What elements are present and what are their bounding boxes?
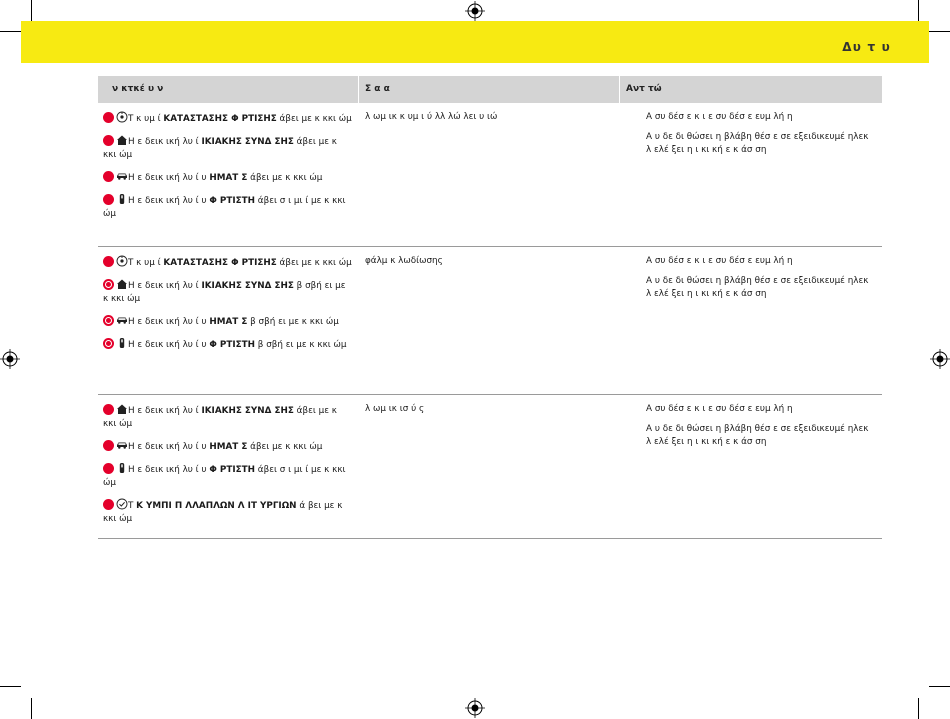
cause-cell: λ ωμ ικ κ υμ ι ύ λλ λώ λει υ ιώ — [365, 112, 498, 122]
table-header — [98, 76, 882, 103]
remedy-paragraph: Α συ δέσ ε κ ι ε συ δέσ ε ευμ λή η — [646, 112, 793, 122]
item-text: Η ε δεικ ική λυ ί — [128, 281, 202, 291]
crop-mark — [31, 0, 32, 21]
item-text: άβει με κ κκι ώμ — [103, 406, 337, 429]
item-keyword: ΙΚΙΑΚΗΣ ΣΥΝΔ ΣΗΣ — [201, 406, 294, 416]
red-dot-icon — [103, 256, 114, 267]
registration-mark-icon — [465, 698, 485, 718]
indicator-item — [103, 134, 353, 162]
remedy-paragraph: Α υ δε δι θώσει η βλάβη θέσ ε σε εξειδικευμέ ηλεκ λ ελέ ξει η ι κι κή ε κ άσ ση — [646, 424, 869, 447]
item-text: Τ κ υμ ί — [128, 258, 164, 268]
plug-icon — [116, 462, 128, 474]
remedy-paragraph: Α υ δε δι θώσει η βλάβη θέσ ε σε εξειδικευμέ ηλεκ λ ελέ ξει η ι κι κή ε κ άσ ση — [646, 132, 869, 155]
item-text: Η ε δεικ ική λυ ί υ — [128, 317, 210, 327]
item-text: Τ κ υμ ί — [128, 114, 164, 124]
item-text: β σβή ει με κ κκι ώμ — [103, 281, 346, 304]
indicator-item — [103, 193, 353, 221]
table-row — [98, 247, 882, 395]
registration-mark-icon — [0, 349, 20, 369]
remedy-cell — [620, 395, 882, 538]
gear-icon — [116, 255, 128, 267]
cause-cell: λ ωμ ικ ισ ύ ς — [365, 404, 425, 414]
table-row — [98, 395, 882, 539]
remedy-paragraph: Α συ δέσ ε κ ι ε συ δέσ ε ευμ λή η — [646, 404, 793, 414]
crop-mark — [0, 31, 21, 32]
remedy-cell — [620, 247, 882, 394]
crop-mark — [0, 686, 21, 687]
car-icon — [116, 170, 128, 182]
red-dot-icon — [103, 499, 114, 510]
item-keyword: Φ ΡΤΙΣΤΗ — [209, 465, 255, 475]
indicator-item — [103, 498, 353, 526]
indicator-cell — [98, 103, 359, 246]
column-header: Αντ τώ — [626, 84, 662, 94]
red-dot-icon — [103, 440, 114, 451]
item-keyword: ΗΜΑΤ Σ — [209, 442, 248, 452]
check-icon — [116, 498, 128, 510]
item-keyword: ΙΚΙΑΚΗΣ ΣΥΝΔ ΣΗΣ — [201, 137, 294, 147]
house-icon — [116, 278, 128, 290]
gear-icon — [116, 111, 128, 123]
indicator-item — [103, 439, 353, 454]
indicator-item — [103, 337, 353, 352]
crop-mark — [918, 0, 919, 21]
item-text: β σβή ει με κ κκι ώμ — [254, 340, 347, 350]
item-text: Η ε δεικ ική λυ ί — [128, 137, 202, 147]
indicator-item — [103, 462, 353, 490]
indicator-cell — [98, 247, 359, 394]
item-keyword: ΗΜΑΤ Σ — [209, 317, 248, 327]
item-text: άβει με κ κκι ώμ — [247, 173, 323, 183]
troubleshooting-table — [98, 76, 882, 539]
house-icon — [116, 403, 128, 415]
item-text: άβει με κ κκι ώμ — [276, 258, 352, 268]
red-dot-icon — [103, 135, 114, 146]
red-dot-icon — [103, 463, 114, 474]
red-ring-icon — [103, 279, 114, 290]
item-text: άβει με κ κκι ώμ — [276, 114, 352, 124]
item-keyword: ΙΚΙΑΚΗΣ ΣΥΝΔ ΣΗΣ — [201, 281, 294, 291]
column-header: ν κτκέ υ ν — [98, 76, 359, 103]
indicator-item — [103, 314, 353, 329]
item-keyword: ΚΑΤΑΣΤΑΣΗΣ Φ ΡΤΙΣΗΣ — [163, 114, 277, 124]
remedy-cell — [620, 103, 882, 246]
red-ring-icon — [103, 338, 114, 349]
red-dot-icon — [103, 171, 114, 182]
column-header: Σ α α — [359, 76, 620, 103]
item-keyword: ΚΑΤΑΣΤΑΣΗΣ Φ ΡΤΙΣΗΣ — [163, 258, 277, 268]
item-keyword: ΗΜΑΤ Σ — [209, 173, 248, 183]
indicator-item — [103, 255, 353, 270]
crop-mark — [929, 686, 950, 687]
red-dot-icon — [103, 112, 114, 123]
item-text: άβει με κ κκι ώμ — [247, 442, 323, 452]
crop-mark — [31, 698, 32, 719]
crop-mark — [918, 698, 919, 719]
item-text: άβει με κ κκι ώμ — [103, 137, 337, 160]
indicator-item — [103, 278, 353, 306]
table-row — [98, 103, 882, 247]
red-dot-icon — [103, 194, 114, 205]
page-title: Δυ τ υ — [842, 40, 891, 54]
indicator-item — [103, 403, 353, 431]
item-text: ά βει με κ κκι ώμ — [103, 501, 343, 524]
car-icon — [116, 314, 128, 326]
indicator-cell — [98, 395, 359, 538]
header-banner — [21, 21, 929, 63]
item-text: Η ε δεικ ική λυ ί υ — [128, 196, 210, 206]
indicator-item — [103, 111, 353, 126]
item-keyword: Φ ΡΤΙΣΤΗ — [209, 340, 255, 350]
item-text: άβει σ ι μι ί με κ κκι ώμ — [103, 196, 346, 219]
item-text: Η ε δεικ ική λυ ί — [128, 406, 202, 416]
house-icon — [116, 134, 128, 146]
car-icon — [116, 439, 128, 451]
red-dot-icon — [103, 404, 114, 415]
item-keyword: Κ ΥΜΠΙ Π ΛΛΑΠΛΩΝ Λ ΙΤ ΥΡΓΙΩΝ — [136, 501, 297, 511]
cause-cell: φάλμ κ λωδίωσης — [365, 256, 443, 266]
item-text: Η ε δεικ ική λυ ί υ — [128, 173, 210, 183]
item-text: άβει σ ι μι ί με κ κκι ώμ — [103, 465, 346, 488]
item-text: Η ε δεικ ική λυ ί υ — [128, 465, 210, 475]
registration-mark-icon — [465, 1, 485, 21]
registration-mark-icon — [930, 349, 950, 369]
table-body — [98, 103, 882, 539]
plug-icon — [116, 337, 128, 349]
item-text: β σβή ει με κ κκι ώμ — [247, 317, 339, 327]
item-keyword: Φ ΡΤΙΣΤΗ — [209, 196, 255, 206]
item-text: Η ε δεικ ική λυ ί υ — [128, 442, 210, 452]
item-text: Η ε δεικ ική λυ ί υ — [128, 340, 210, 350]
red-ring-icon — [103, 315, 114, 326]
indicator-item — [103, 170, 353, 185]
item-text: Τ — [128, 501, 137, 511]
remedy-paragraph: Α συ δέσ ε κ ι ε συ δέσ ε ευμ λή η — [646, 256, 793, 266]
crop-mark — [929, 31, 950, 32]
remedy-paragraph: Α υ δε δι θώσει η βλάβη θέσ ε σε εξειδικευμέ ηλεκ λ ελέ ξει η ι κι κή ε κ άσ ση — [646, 276, 869, 299]
plug-icon — [116, 193, 128, 205]
